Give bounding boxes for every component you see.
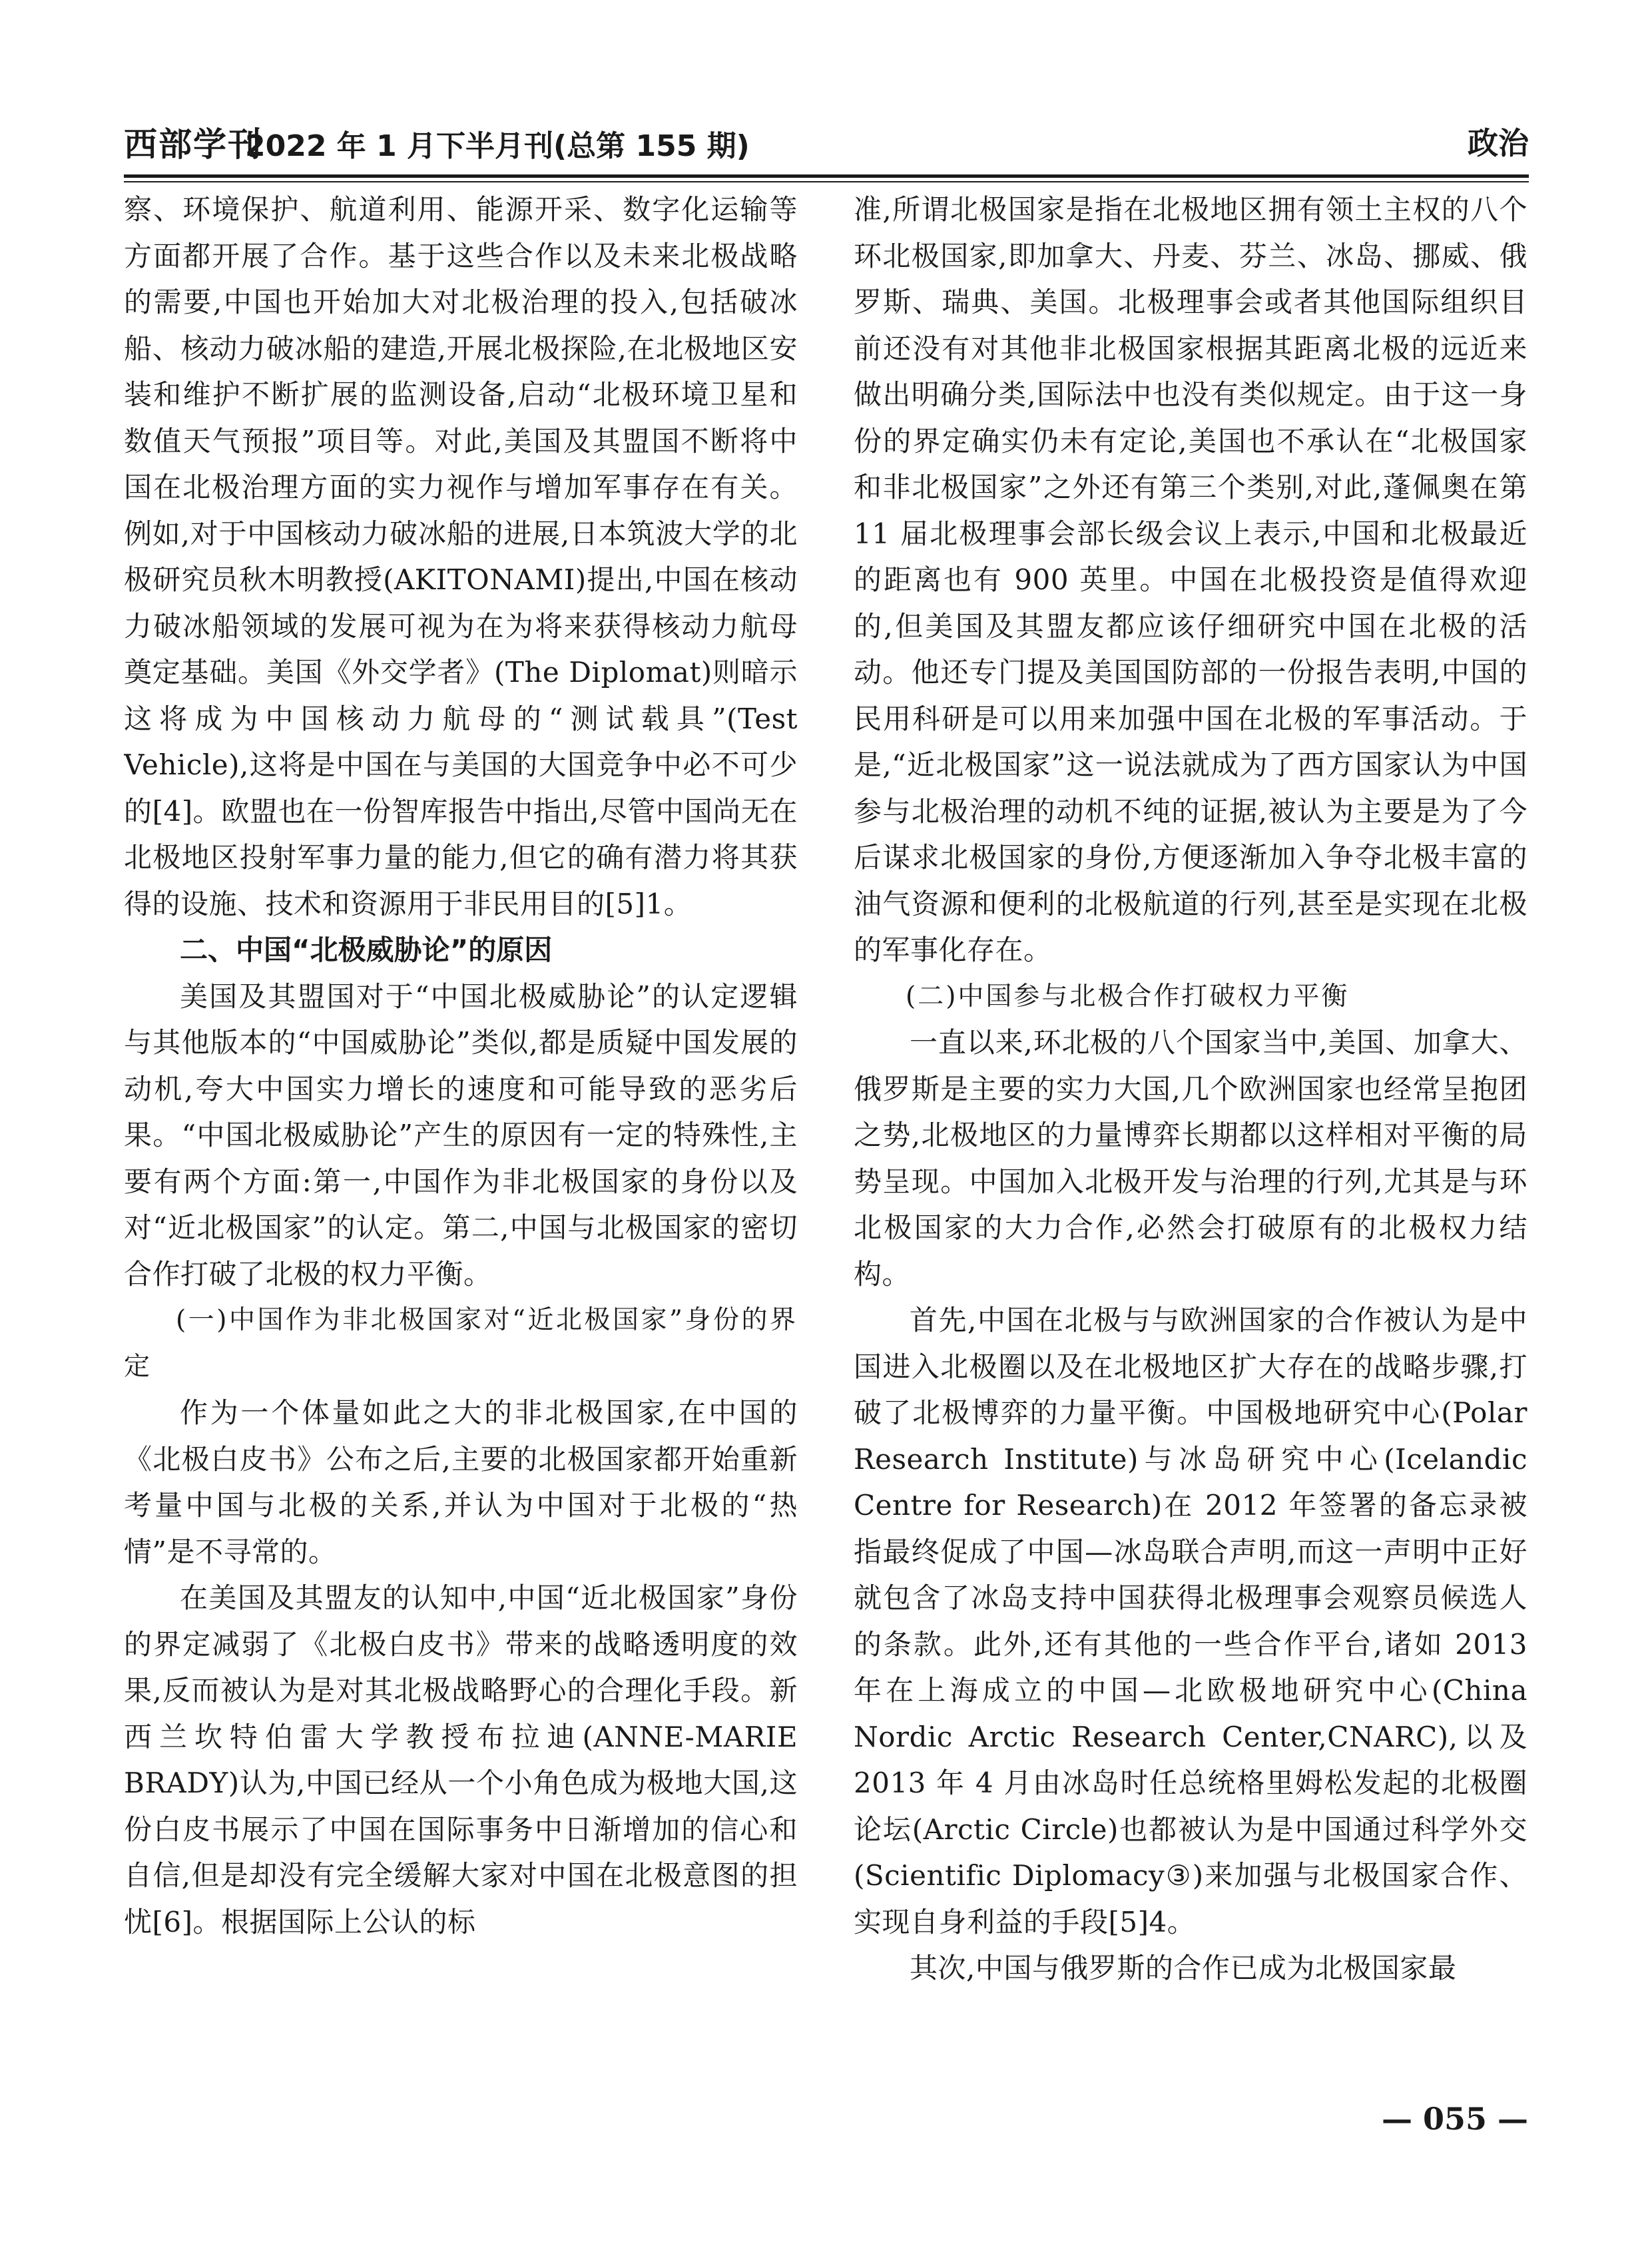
header-rule-thin [124,181,1529,182]
issue-info: 2022 年 1 月下半月刊(总第 155 期) [245,129,750,163]
paragraph: 美国及其盟国对于“中国北极威胁论”的认定逻辑与其他版本的“中国威胁论”类似,都是质疑中国发展的动机,夸大中国实力增长的速度和可能导致的恶劣后果。“中国北极威胁论”产生的原因有一定的特殊性,主要有两个方面:第一,中国作为非北极国家的身份以及对“近北极国家”的认定。第二,中国与北极国家的密切合作打破了北极的权力平衡。 [124,980,798,1290]
page-number: — 055 — [1381,2101,1528,2137]
section-name: 政治 [1468,125,1529,161]
header-rule-thick [124,174,1529,178]
subsection-heading: (二)中国参与北极合作打破权力平衡 [906,981,1350,1011]
paragraph: 作为一个体量如此之大的非北极国家,在中国的《北极白皮书》公布之后,主要的北极国家都开始重新考量中国与北极的关系,并认为中国对于北极的“热情”是不寻常的。 [124,1396,798,1568]
journal-name: 西部学刊 [124,125,262,164]
left-column [124,186,798,2078]
paragraph: 准,所谓北极国家是指在北极地区拥有领土主权的八个环北极国家,即加拿大、丹麦、芬兰、冰岛、挪威、俄罗斯、瑞典、美国。北极理事会或者其他国际组织目前还没有对其他非北极国家根据其距离北极的远近来做出明确分类,国际法中也没有类似规定。由于这一身份的界定确实仍未有定论,美国也不承认在“北极国家和非北极国家”之外还有第三个类别,对此,蓬佩奥在第 11 届北极理事会部长级会议上表示,中国和北极最近的距离也有 900 英里。中国在北极投资是值得欢迎的,但美国及其盟友都应该仔细研究中国在北极的活动。他还专门提及美国国防部的一份报告表明,中国的民用科研是可以用来加强中国在北极的军事活动。于是,“近北极国家”这一说法就成为了西方国家认为中国参与北极治理的动机不纯的证据,被认为主要是为了今后谋求北极国家的身份,方便逐渐加入争夺北极丰富的油气资源和便利的北极航道的行列,甚至是实现在北极的军事化存在。 [854,193,1527,966]
paragraph: 察、环境保护、航道利用、能源开采、数字化运输等方面都开展了合作。基于这些合作以及未来北极战略的需要,中国也开始加大对北极治理的投入,包括破冰船、核动力破冰船的建造,开展北极探险,在北极地区安装和维护不断扩展的监测设备,启动“北极环境卫星和数值天气预报”项目等。对此,美国及其盟国不断将中国在北极治理方面的实力视作与增加军事存在有关。例如,对于中国核动力破冰船的进展,日本筑波大学的北极研究员秋木明教授(AKITONAMI)提出,中国在核动力破冰船领域的发展可视为在为将来获得核动力航母奠定基础。美国《外交学者》(The Diplomat)则暗示这将成为中国核动力航母的“测试载具”(Test Vehicle),这将是中国在与美国的大国竞争中必不可少的[4]。欧盟也在一份智库报告中指出,尽管中国尚无在北极地区投射军事力量的能力,但它的确有潜力将其获得的设施、技术和资源用于非民用目的[5]1。 [124,193,798,920]
paragraph: 首先,中国在北极与与欧洲国家的合作被认为是中国进入北极圈以及在北极地区扩大存在的战略步骤,打破了北极博弈的力量平衡。中国极地研究中心(Polar Research Institute)与冰岛研究中心(Icelandic Centre for Research)在 2012 年签署的备忘录被指最终促成了中国—冰岛联合声明,而这一声明中正好就包含了冰岛支持中国获得北极理事会观察员候选人的条款。此外,还有其他的一些合作平台,诸如 2013 年在上海成立的中国—北欧极地研究中心(China Nordic Arctic Research Center,CNARC),以及 2013 年 4 月由冰岛时任总统格里姆松发起的北极圈论坛(Arctic Circle)也都被认为是中国通过科学外交(Scientific Diplomacy③)来加强与北极国家合作、实现自身利益的手段[5]4。 [854,1304,1527,1938]
paragraph: 其次,中国与俄罗斯的合作已成为北极国家最 [910,1952,1457,1984]
right-column [854,186,1527,2078]
paragraph: 一直以来,环北极的八个国家当中,美国、加拿大、俄罗斯是主要的实力大国,几个欧洲国家也经常呈抱团之势,北极地区的力量博弈长期都以这样相对平衡的局势呈现。中国加入北极开发与治理的行列,尤其是与环北极国家的大力合作,必然会打破原有的北极权力结构。 [854,1026,1527,1290]
section-heading: 二、中国“北极威胁论”的原因 [180,934,553,966]
paragraph: 在美国及其盟友的认知中,中国“近北极国家”身份的界定减弱了《北极白皮书》带来的战略透明度的效果,反而被认为是对其北极战略野心的合理化手段。新西兰坎特伯雷大学教授布拉迪(ANNE-MARIE BRADY)认为,中国已经从一个小角色成为极地大国,这份白皮书展示了中国在国际事务中日渐增加的信心和自信,但是却没有完全缓解大家对中国在北极意图的担忧[6]。根据国际上公认的标 [124,1581,798,1938]
subsection-heading: (一)中国作为非北极国家对“近北极国家”身份的界定 [124,1305,798,1382]
running-header [124,110,1529,170]
